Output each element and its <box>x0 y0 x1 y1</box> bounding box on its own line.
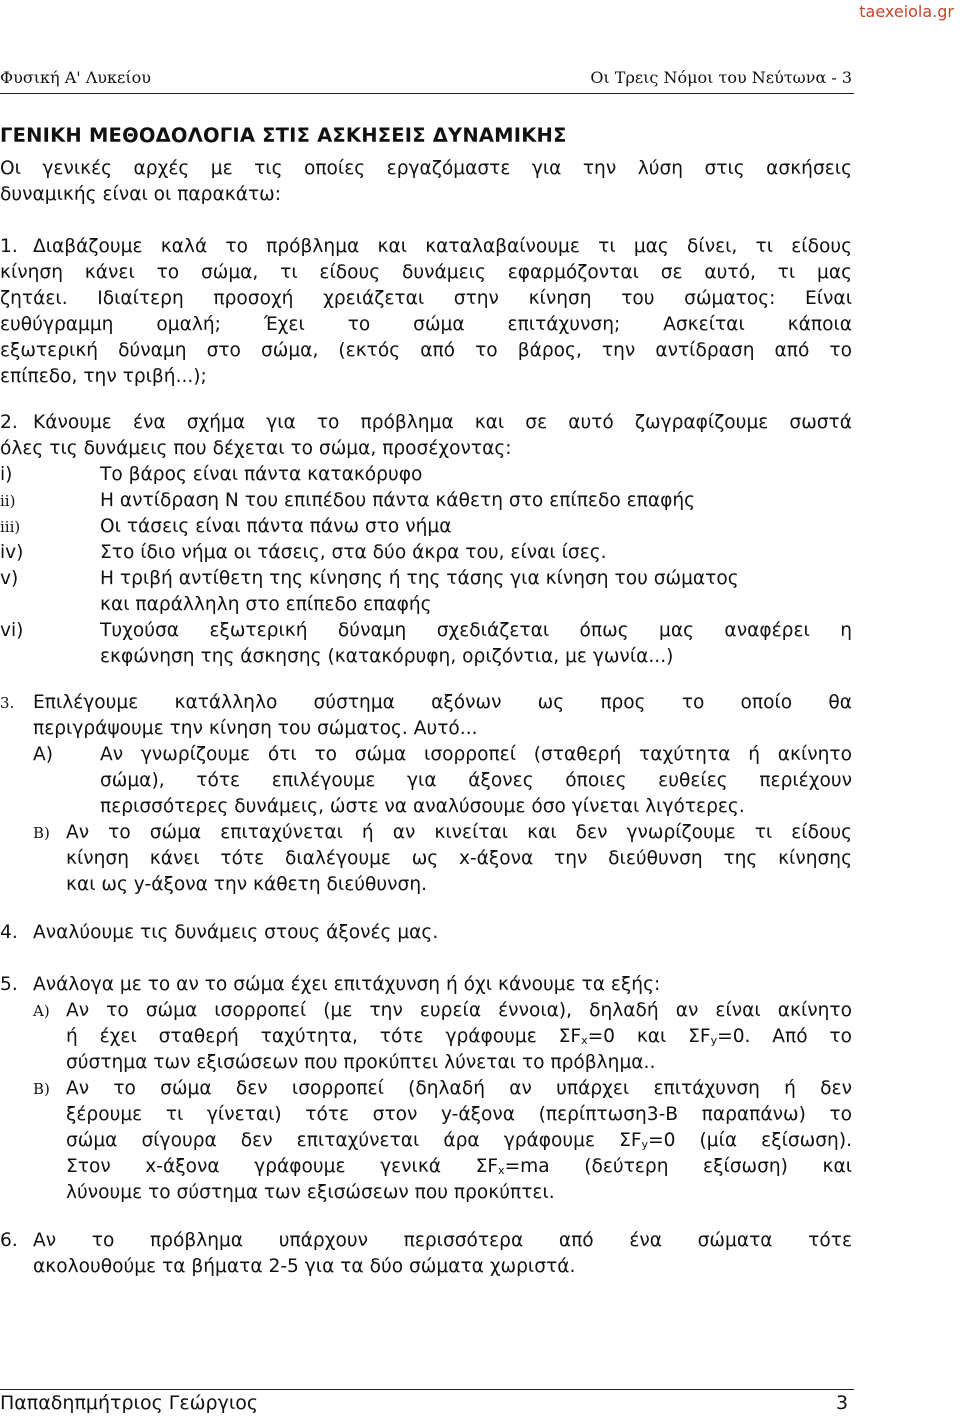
item-label: iii) <box>0 518 21 536</box>
sub-line: και ως y-άξονα την κάθετη διεύθυνση. <box>66 874 428 895</box>
equation-text: =0 και ΣF <box>587 1026 711 1047</box>
step-line: Διαβάζουμε καλά το πρόβλημα και καταλαβαίνουμε τι μας δίνει, τι είδους <box>33 236 852 257</box>
sub-line: σύστημα των εξισώσεων που προκύπτει λύνεται το πρόβλημα.. <box>66 1052 656 1073</box>
step-line: Κάνουμε ένα σχήμα για το πρόβλημα και σε αυτό ζωγραφίζουμε σωστά <box>33 412 852 433</box>
intro-line: Οι γενικές αρχές με τις οποίες εργαζόμαστε για την λύση στις ασκήσεις <box>0 158 852 179</box>
step-line: Επιλέγουμε κατάλληλο σύστημα αξόνων ως προς το οποίο θα <box>33 692 852 713</box>
equation-text: Στον x-άξονα γράφουμε γενικά ΣF <box>66 1156 499 1177</box>
watermark[interactable]: taexeiola.gr <box>859 2 954 21</box>
sub-line: Αν γνωρίζουμε ότι το σώμα ισορροπεί (σταθερή ταχύτητα ή ακίνητο <box>100 744 852 765</box>
item-text: Η αντίδραση Ν του επιπέδου πάντα κάθετη στο επίπεδο επαφής <box>100 490 696 511</box>
step-line: Αναλύουμε τις δυνάμεις στους άξονές μας. <box>33 922 439 943</box>
step-line: εξωτερική δύναμη στο σώμα, (εκτός από το βάρος, την αντίδραση από το <box>0 340 852 361</box>
item-text: Οι τάσεις είναι πάντα πάνω στο νήμα <box>100 516 452 537</box>
sub-line: σώμα), τότε επιλέγουμε για άξονες όποιες ευθείες περιέχουν <box>100 770 852 791</box>
item-label: i) <box>0 464 13 485</box>
equation-text: σώμα σίγουρα δεν επιταχύνεται άρα γράφουμε ΣF <box>66 1130 642 1151</box>
item-text: εκφώνηση της άσκησης (κατακόρυφη, οριζόντια, με γωνία...) <box>100 646 674 667</box>
item-label: ii) <box>0 492 16 510</box>
item-text: Τυχούσα εξωτερική δύναμη σχεδιάζεται όπως μας αναφέρει η <box>100 620 852 641</box>
page-header-right: Οι Τρεις Νόμοι του Νεύτωνα - 3 <box>590 68 852 87</box>
step-number: 2. <box>0 412 18 433</box>
footer-rule <box>0 1389 854 1390</box>
sub-line: κίνηση κάνει τότε διαλέγουμε ως x-άξονα την διεύθυνση της κίνησης <box>66 848 852 869</box>
step-number: 1. <box>0 236 18 257</box>
sub-label: Β) <box>33 1080 50 1098</box>
equation-text: =0. Από το <box>717 1026 852 1047</box>
item-label: iv) <box>0 542 24 563</box>
sub-label: Β) <box>33 824 50 842</box>
step-line: περιγράψουμε την κίνηση του σώματος. Αυτό... <box>33 718 478 739</box>
sub-line: λύνουμε το σύστημα των εξισώσεων που προκύπτει. <box>66 1182 555 1203</box>
step-number: 3. <box>0 694 15 712</box>
step-number: 6. <box>0 1230 18 1251</box>
sub-line: Αν το σώμα ισορροπεί (με την ευρεία έννοια), δηλαδή αν είναι ακίνητο <box>66 1000 852 1021</box>
header-rule <box>0 93 854 94</box>
subscript: y <box>641 1138 649 1151</box>
step-line: Αν το πρόβλημα υπάρχουν περισσότερα από ένα σώματα τότε <box>33 1230 852 1251</box>
footer-author: Παπαδηπμήτριος Γεώργιος <box>0 1392 259 1414</box>
equation-text: =ma (δεύτερη εξίσωση) και <box>504 1156 853 1177</box>
item-text: Στο ίδιο νήμα οι τάσεις, στα δύο άκρα του, είναι ίσες. <box>100 542 607 563</box>
sub-line: ξέρουμε τι γίνεται) τότε στον y-άξονα (περίπτωση3-Β παραπάνω) το <box>66 1104 852 1125</box>
sub-line: Αν το σώμα δεν ισορροπεί (δηλαδή αν υπάρχει επιτάχυνση ή δεν <box>66 1078 852 1099</box>
step-line: Ανάλογα με το αν το σώμα έχει επιτάχυνση ή όχι κάνουμε τα εξής: <box>33 974 661 995</box>
item-text: Η τριβή αντίθετη της κίνησης ή της τάσης για κίνηση του σώματος <box>100 568 739 589</box>
sub-label: Α) <box>33 744 53 765</box>
step-line: όλες τις δυνάμεις που δέχεται το σώμα, προσέχοντας: <box>0 438 512 459</box>
item-text: Το βάρος είναι πάντα κατακόρυφο <box>100 464 423 485</box>
step-line: ζητάει. Ιδιαίτερη προσοχή χρειάζεται στην κίνηση του σώματος: Είναι <box>0 288 852 309</box>
item-label: vi) <box>0 620 24 641</box>
step-number: 4. <box>0 922 18 943</box>
page-header-left: Φυσική Α' Λυκείου <box>0 68 151 87</box>
sub-line: περισσότερες δυνάμεις, ώστε να αναλύσουμε όσο γίνεται λιγότερες. <box>100 796 745 817</box>
subscript: y <box>710 1034 718 1047</box>
step-line: ακολουθούμε τα βήματα 2-5 για τα δύο σώματα χωριστά. <box>33 1256 576 1277</box>
subscript: x <box>581 1034 588 1047</box>
footer-page-number: 3 <box>836 1392 849 1414</box>
equation-text: =0 (μία εξίσωση). <box>648 1130 852 1151</box>
step-line: επίπεδο, την τριβή...); <box>0 366 207 387</box>
sub-label: Α) <box>33 1002 50 1020</box>
section-title: ΓΕΝΙΚΗ ΜΕΘΟΔΟΛΟΓΙΑ ΣΤΙΣ ΑΣΚΗΣΕΙΣ ΔΥΝΑΜΙΚΗΣ <box>0 124 567 147</box>
step-line: ευθύγραμμη ομαλή; Έχει το σώμα επιτάχυνση; Ασκείται κάποια <box>0 314 852 335</box>
step-number: 5. <box>0 974 18 995</box>
item-label: v) <box>0 568 19 589</box>
sub-line: Αν το σώμα επιταχύνεται ή αν κινείται και δεν γνωρίζουμε τι είδους <box>66 822 852 843</box>
subscript: x <box>498 1164 505 1177</box>
intro-line: δυναμικής είναι οι παρακάτω: <box>0 184 281 205</box>
item-text: και παράλληλη στο επίπεδο επαφής <box>100 594 432 615</box>
equation-text: ή έχει σταθερή ταχύτητα, τότε γράφουμε ΣF <box>66 1026 582 1047</box>
step-line: κίνηση κάνει το σώμα, τι είδους δυνάμεις εφαρμόζονται σε αυτό, τι μας <box>0 262 852 283</box>
